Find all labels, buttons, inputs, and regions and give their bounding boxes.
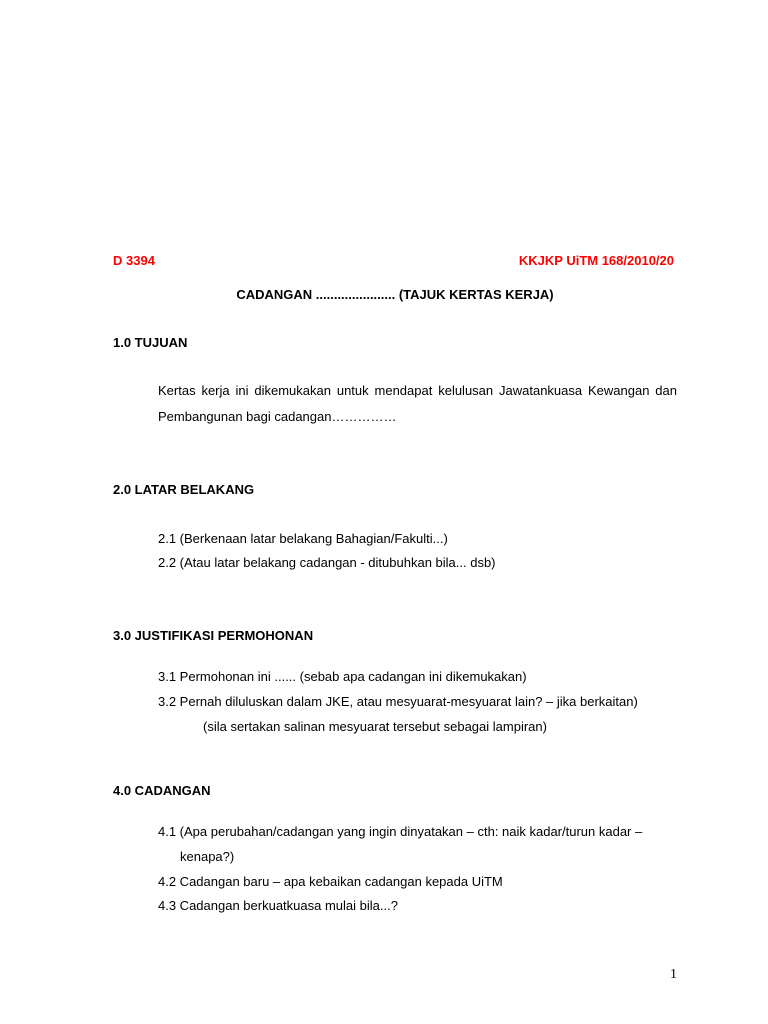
list-item: 3.2 Pernah diluluskan dalam JKE, atau mesyuarat-mesyuarat lain? – jika berkaitan) (158, 694, 638, 709)
section-paragraph-tujuan: Kertas kerja ini dikemukakan untuk mendapat kelulusan Jawatankuasa Kewangan dan Pembangunan bagi cadangan…………… (158, 383, 677, 424)
section-heading-cadangan: 4.0 CADANGAN (113, 783, 211, 798)
list-item-line-continued: kenapa?) (180, 849, 235, 864)
section-heading-tujuan: 1.0 TUJUAN (113, 335, 188, 350)
section-heading-justifikasi: 3.0 JUSTIFIKASI PERMOHONAN (113, 628, 314, 643)
page-number: 1 (670, 967, 677, 982)
list-item: 2.1 (Berkenaan latar belakang Bahagian/Fakulti...) (158, 531, 448, 546)
list-item (158, 819, 678, 869)
list-item: 4.3 Cadangan berkuatkuasa mulai bila...? (158, 898, 398, 913)
reference-code-right: KKJKP UiTM 168/2010/20 (518, 253, 674, 268)
list-item-note: (sila sertakan salinan mesyuarat tersebut sebagai lampiran) (203, 719, 547, 734)
list-item: 2.2 (Atau latar belakang cadangan - ditubuhkan bila... dsb) (158, 555, 496, 570)
document-title: CADANGAN ...................... (TAJUK KERTAS KERJA) (236, 287, 554, 302)
list-item-line: 4.1 (Apa perubahan/cadangan yang ingin dinyatakan – cth: naik kadar/turun kadar – (158, 824, 643, 839)
list-item: 3.1 Permohonan ini ...... (sebab apa cadangan ini dikemukakan) (158, 669, 527, 684)
section-heading-latar-belakang: 2.0 LATAR BELAKANG (113, 482, 255, 497)
reference-code-left: D 3394 (113, 253, 155, 268)
list-item: 4.2 Cadangan baru – apa kebaikan cadangan kepada UiTM (158, 874, 503, 889)
